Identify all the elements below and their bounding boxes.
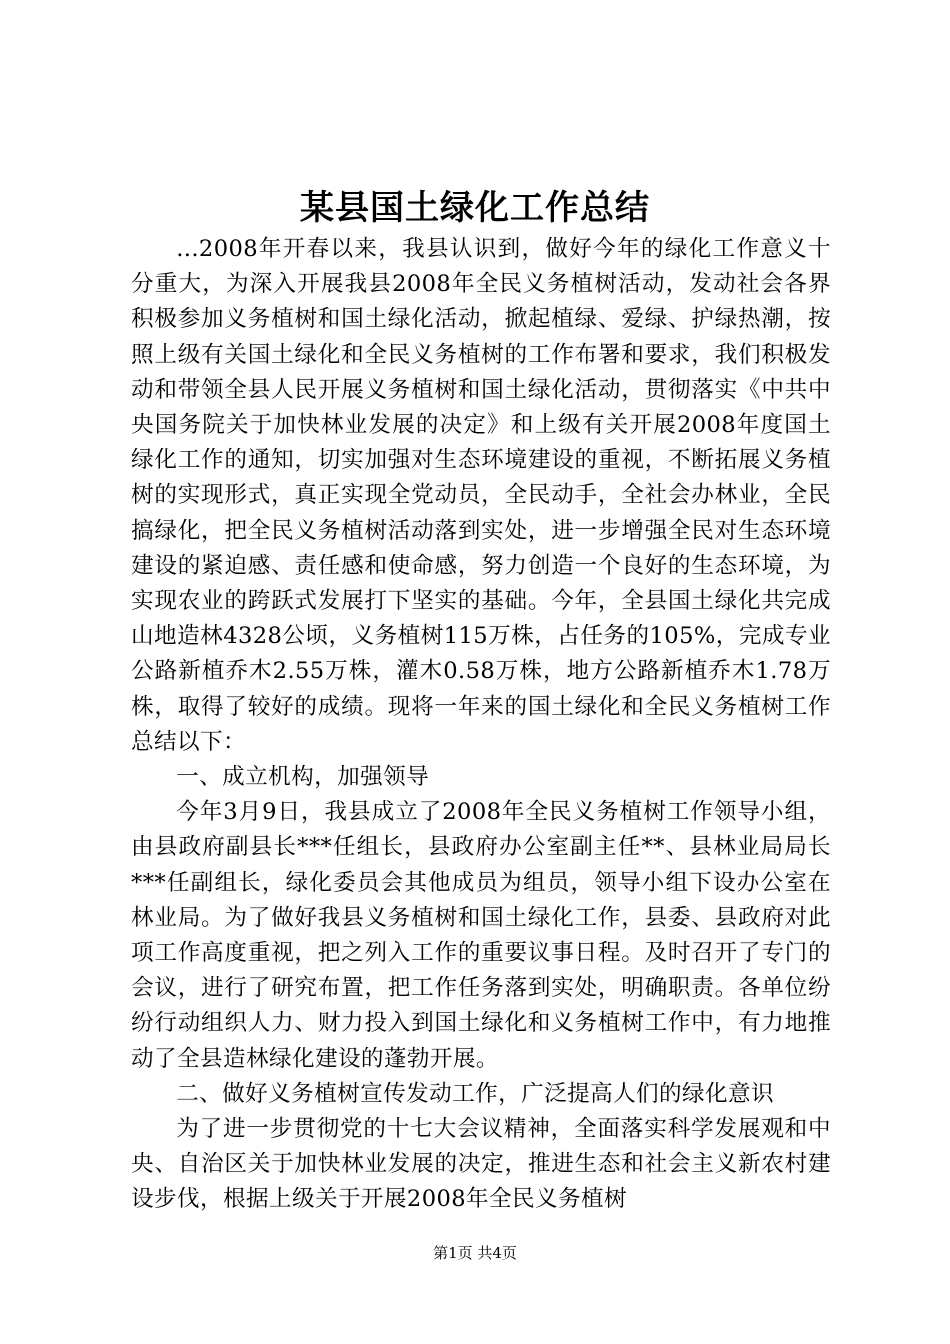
section-heading-2: 二、做好义务植树宣传发动工作，广泛提高人们的绿化意识 — [176, 1080, 775, 1107]
page-footer: 第1页 共4页 — [433, 1244, 517, 1262]
section-heading-1: 一、成立机构，加强领导 — [176, 764, 430, 791]
page-title: 某县国土绿化工作总结 — [300, 188, 650, 228]
document-body — [131, 232, 831, 1218]
section-1-paragraph: 今年3月9日，我县成立了2008年全民义务植树工作领导小组，由县政府副县长***任组长，县政府办公室副主任**、县林业局局长***任副组长，绿化委员会其他成员为组员，领导小组下设办公室在林业局。为了做好我县义务植树和国土绿化工作，县委、县政府对此项工作高度重视，把之列入工作的重要议事日程。及时召开了专门的会议，进行了研究布置，把工作任务落到实处，明确职责。各单位纷纷行动组织人力、财力投入到国土绿化和义务植树工作中，有力地推动了全县造林绿化建设的蓬勃开展。 — [131, 799, 831, 1072]
intro-paragraph: ...2008年开春以来，我县认识到，做好今年的绿化工作意义十分重大，为深入开展我县2008年全民义务植树活动，发动社会各界积极参加义务植树和国土绿化活动，掀起植绿、爱绿、护绿热潮，按照上级有关国土绿化和全民义务植树的工作布署和要求，我们积极发动和带领全县人民开展义务植树和国土绿化活动，贯彻落实《中共中央国务院关于加快林业发展的决定》和上级有关开展2008年度国土绿化工作的通知，切实加强对生态环境建设的重视，不断拓展义务植树的实现形式，真正实现全党动员，全民动手，全社会办林业，全民搞绿化，把全民义务植树活动落到实处，进一步增强全民对生态环境建设的紧迫感、责任感和使命感，努力创造一个良好的生态环境，为实现农业的跨跃式发展打下坚实的基础。今年，全县国土绿化共完成山地造林4328公顷，义务植树115万株，占任务的105%，完成专业公路新植乔木2.55万株，灌木0.58万株，地方公路新植乔木1.78万株，取得了较好的成绩。现将一年来的国土绿化和全民义务植树工作总结以下： — [131, 236, 831, 755]
section-2-paragraph: 为了进一步贯彻党的十七大会议精神，全面落实科学发展观和中央、自治区关于加快林业发展的决定，推进生态和社会主义新农村建设步伐，根据上级关于开展2008年全民义务植树 — [131, 1116, 831, 1213]
